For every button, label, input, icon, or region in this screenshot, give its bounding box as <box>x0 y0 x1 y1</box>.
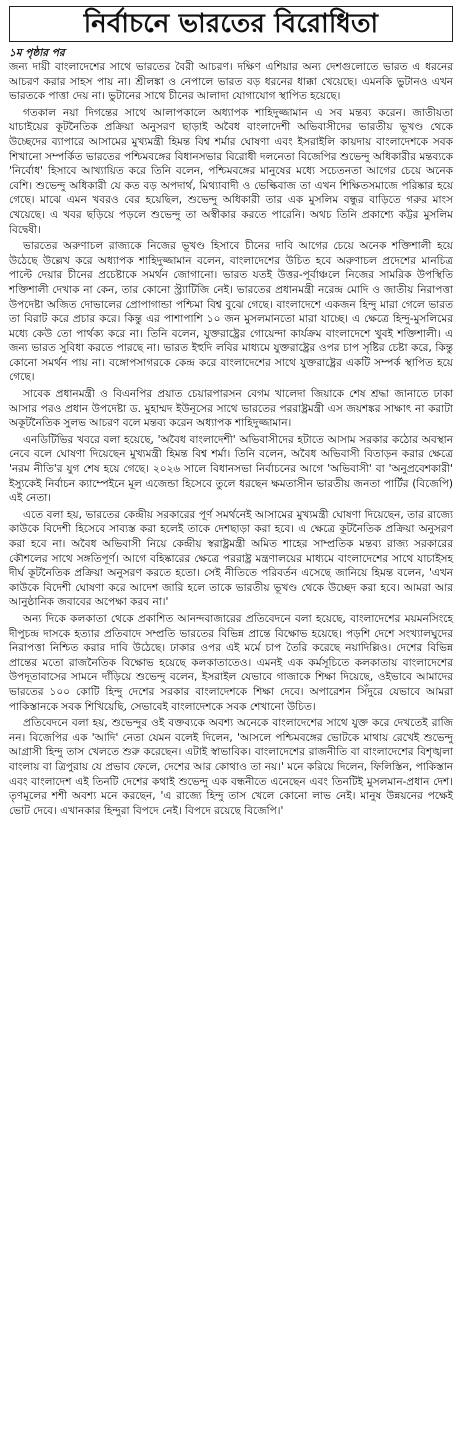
headline: নির্বাচনে ভারতের বিরোধিতা <box>83 9 379 39</box>
article-paragraph: এনডিটিভির খবরে বলা হয়েছে, 'অবৈধ বাংলাদেশী' অভিবাসীদের হটাতে আসাম সরকার কঠোর অবস্থান নেবে বলে ঘোষণা দিয়েছেন মুখ্যমন্ত্রী হিমন্ত বিশ্ব শর্মা। তিনি বলেন, অবৈধ অভিবাসী বিতাড়ন করার ক্ষেত্রে 'নরম নীতি'র যুগ শেষ হয়ে গেছে। ২০২৬ সালে বিধানসভা নির্বাচনের আগে 'অভিবাসী' বা 'অনুপ্রবেশকারী' ইস্যুকেই নির্বাচন ক্যাম্পেইনে মূল এজেন্ডা হিসেবে তুলে ধরছেন ক্ষমতাসীন ভারতীয় জনতা পার্টির (বিজেপি) এই নেতা। <box>9 433 453 505</box>
article-paragraph: জন্য দায়ী বাংলাদেশের সাথে ভারতের বৈরী আচরণ। দক্ষিণ এশিয়ার অন্য দেশগুলোতে ভারত এ ধরনের আচরণ করার সাহস পায় না। শ্রীলঙ্কা ও নেপালে ভারত বড় ধরনের ধাক্কা খেয়েছে। এমনকি ভুটানও এখন ভারতকে পাত্তা দেয় না। ভুটানের সাথে চীনের আলাদা যোগাযোগ স্থাপিত হয়েছে। <box>9 61 453 103</box>
continued-from-label: ১ম পৃষ্ঠার পর <box>9 47 65 59</box>
article-paragraph: এতে বলা হয়, ভারতের কেন্দ্রীয় সরকারের পূর্ণ সমর্থনেই আসামের মুখ্যমন্ত্রী ঘোষণা দিয়েছেন, তার রাজ্যে কাউকে বিদেশী হিসেবে সাব্যস্ত করা হলেই তাকে দেশছাড়া করা হবে। এ ক্ষেত্রে কূটনৈতিক প্রক্রিয়া অনুসরণ করা হবে না। অবৈধ অভিবাসী নিয়ে কেন্দ্রীয় স্বরাষ্ট্রমন্ত্রী অমিত শাহের সাম্প্রতিক মন্তব্য রাজ্য সরকারের কৌশলের সাথে সঙ্গতিপূর্ণ। আগে বহিষ্কারের ক্ষেত্রে পররাষ্ট্র মন্ত্রণালয়ের মাধ্যমে বাংলাদেশের সাথে যাচাইসহ দীর্ঘ কূটনৈতিক প্রক্রিয়া অনুসরণ করতে হতো। সেই নীতিতে পরিবর্তন এসেছে জানিয়ে হিমন্ত বলেন, 'এখন কাউকে বিদেশী ঘোষণা করে আদেশ জারি হলে তাকে ভারতীয় ভূখণ্ড থেকে উচ্ছেদ করা হবে। আমরা আর আনুষ্ঠানিক জবাবের অপেক্ষা করব না।' <box>9 508 453 609</box>
article-paragraph: অন্য দিকে কলকাতা থেকে প্রকাশিত আনন্দবাজারের প্রতিবেদনে বলা হয়েছে, বাংলাদেশের ময়মনসিংহে দীপুচন্দ্র দাসকে হত্যার প্রতিবাদে সম্প্রতি ভারতের বিভিন্ন প্রান্তে বিক্ষোভ হয়েছে। পড়শি দেশে সংখ্যালঘুদের নিরাপত্তা নিশ্চিত করার দাবি উঠেছে। ঢাকার ওপর এই মর্মে চাপ তৈরি করেছে নয়াদিল্লিও। দেশের বিভিন্ন প্রান্তের মতো রাজনৈতিক বিক্ষোভ হয়েছে কলকাতাতেও। এমনই এক কর্মসূচিতে কলকাতায় বাংলাদেশের উপদূতাবাসের সামনে দাঁড়িয়ে শুভেন্দু বলেন, ইসরাইল যেভাবে গাজাকে শিক্ষা দিয়েছে, ওইভাবে আমাদের ভারতের ১০০ কোটি হিন্দু দেশের সরকার বাংলাদেশকে শিক্ষা দেবে। অপারেশন সিঁদুরে যেভাবে আমরা পাকিস্তানকে সবক শিখিয়েছি, সেভাবেই বাংলাদেশকে সবক শেখানো উচিত। <box>9 612 453 713</box>
article-paragraph: সাবেক প্রধানমন্ত্রী ও বিএনপির প্রয়াত চেয়ারপারসন বেগম খালেদা জিয়াকে শেষ শ্রদ্ধা জানাতে ঢাকা আসার পরও প্রধান উপদেষ্টা ড. মুহাম্মদ ইউনূসের সাথে ভারতের পররাষ্ট্রমন্ত্রী এস জয়শঙ্কর সাক্ষাৎ না করাটা অকূটনৈতিক সুলভ আচরণ বলে মন্তব্য করেন অধ্যাপক শাহিদুজ্জামান। <box>9 388 453 430</box>
headline-frame <box>9 6 453 42</box>
article-paragraph: গতকাল নয়া দিগন্তের সাথে আলাপকালে অধ্যাপক শাহিদুজ্জামান এ সব মন্তব্য করেন। জাতীয়তা যাচাইয়ের কূটনৈতিক প্রক্রিয়া অনুসরণ ছাড়াই অবৈধ বাংলাদেশী অভিবাসীদের ভারতীয় ভূখণ্ড থেকে উচ্ছেদের ব্যাপারে আসামের মুখ্যমন্ত্রী হিমন্ত বিশ্ব শর্মার ঘোষণা এবং ইসরাইলি কায়দায় বাংলাদেশকে সবক শিখানো সম্পর্কিত ভারতের পশ্চিমবঙ্গের বিধানসভার বিরোধী দলনেতা বিজেপির শুভেন্দু অধিকারীর মন্তব্যকে 'নির্বোধ' হিসাবে আখ্যায়িত করে তিনি বলেন, পশ্চিমবঙ্গের মানুষের মধ্যে সচেতনতা আগের চেয়ে অনেক বেশি। শুভেন্দু অধিকারী যে কত বড় অপদার্থ, মিথ্যাবাদী ও ভেল্কিবাজ তা এখন শিক্ষিতসমাজে পরিষ্কার হয়ে গেছে। মাঝে এমন খবরও বের হয়েছিল, শুভেন্দু অধিকারী তার এক মুসলিম বন্ধুর বাড়িতে গরুর মাংস খেয়েছে। এ খবর ছড়িয়ে পড়লে শুভেন্দু তা অস্বীকার করতে পারেনি। অথচ তিনি প্রকাশ্যে কট্টর মুসলিম বিদ্বেষী। <box>9 106 453 236</box>
article-paragraph: প্রতিবেদনে বলা হয়, শুভেন্দুর ওই বক্তব্যকে অবশ্য অনেকে বাংলাদেশের সাথে যুক্ত করে দেখতেই রাজি নন। বিজেপির এক 'আদি' নেতা যেমন বলেই দিলেন, 'আসলে পশ্চিমবঙ্গের ভোটকে মাথায় রেখেই শুভেন্দু আগ্রাসী হিন্দু তাস খেলতে শুরু করেছেন। এটাই স্বাভাবিক। বাংলাদেশের রাজনীতি বা বাংলাদেশের বিশৃঙ্খলা বাংলায় বা ত্রিপুরায় যে প্রভাব ফেলে, দেশের আর কোথাও তা নয়।' মনে করিয়ে দিলেন, ফিলিস্তিন, পাকিস্তান এবং বাংলাদেশ এই তিনটি দেশের কথাই শুভেন্দু এক বন্ধনীতে এনেছেন এবং তিনটিই মুসলমান-প্রধান দেশ। তৃণমূলের শশী অবশ্য মনে করছেন, 'এ রাজ্যে হিন্দু তাস খেলে কোনো লাভ নেই। মানুষ উন্নয়নের পক্ষেই ভোট দেবে। এখানকার হিন্দুরা বিপদে নেই। বিপদে রয়েছে বিজেপি।' <box>9 717 453 817</box>
article-body <box>9 60 453 818</box>
article-paragraph: ভারতের অরুণাচল রাজ্যকে নিজের ভূখণ্ড হিসাবে চীনের দাবি আগের চেয়ে অনেক শক্তিশালী হয়ে উঠেছে উল্লেখ করে অধ্যাপক শাহিদুজ্জামান বলেন, বাংলাদেশের উচিত হবে অরুণাচল প্রদেশের মানচিত্র পাল্টে দেয়ার চীনের প্রচেষ্টাকে সমর্থন জোগানো। ভারত যতই উত্তর-পূর্বাঞ্চলে নিজের সামরিক উপস্থিতি শক্তিশালী দেখাক না কেন, তার কোনো স্ট্র্যাটিজি নেই। ভারতের প্রধানমন্ত্রী নরেন্দ্র মোদি ও জাতীয় নিরাপত্তা উপদেষ্টা অজিত দোভালের প্রোপাগান্ডা পশ্চিমা বিশ্ব বুঝে গেছে। বাংলাদেশে একজন হিন্দু মারা গেলে ভারত তা বিরাট করে প্রচার করে। কিন্তু এর পাশাপাশি ১০ জন মুসলমানতো মারা যাচ্ছে। এ ক্ষেত্রে হিন্দু-মুসলিমের মধ্যে কেউ তো পার্থক্য করে না। তিনি বলেন, যুক্তরাষ্ট্রের গোয়েন্দা কার্যক্রম বাংলাদেশে খুবই শক্তিশালী। এ জন্য ভারত সুবিধা করতে পারছে না। ভারত ইহুদি লবির মাধ্যমে যুক্তরাষ্ট্রের ওপর চাপ সৃষ্টির চেষ্টা করে, কিন্তু কোনো সমর্থন পায় না। বঙ্গোপসাগরকে কেন্দ্র করে বাংলাদেশের সাথে যুক্তরাষ্ট্রের একটি সম্পর্ক স্থাপিত হয়ে গেছে। <box>9 240 453 384</box>
